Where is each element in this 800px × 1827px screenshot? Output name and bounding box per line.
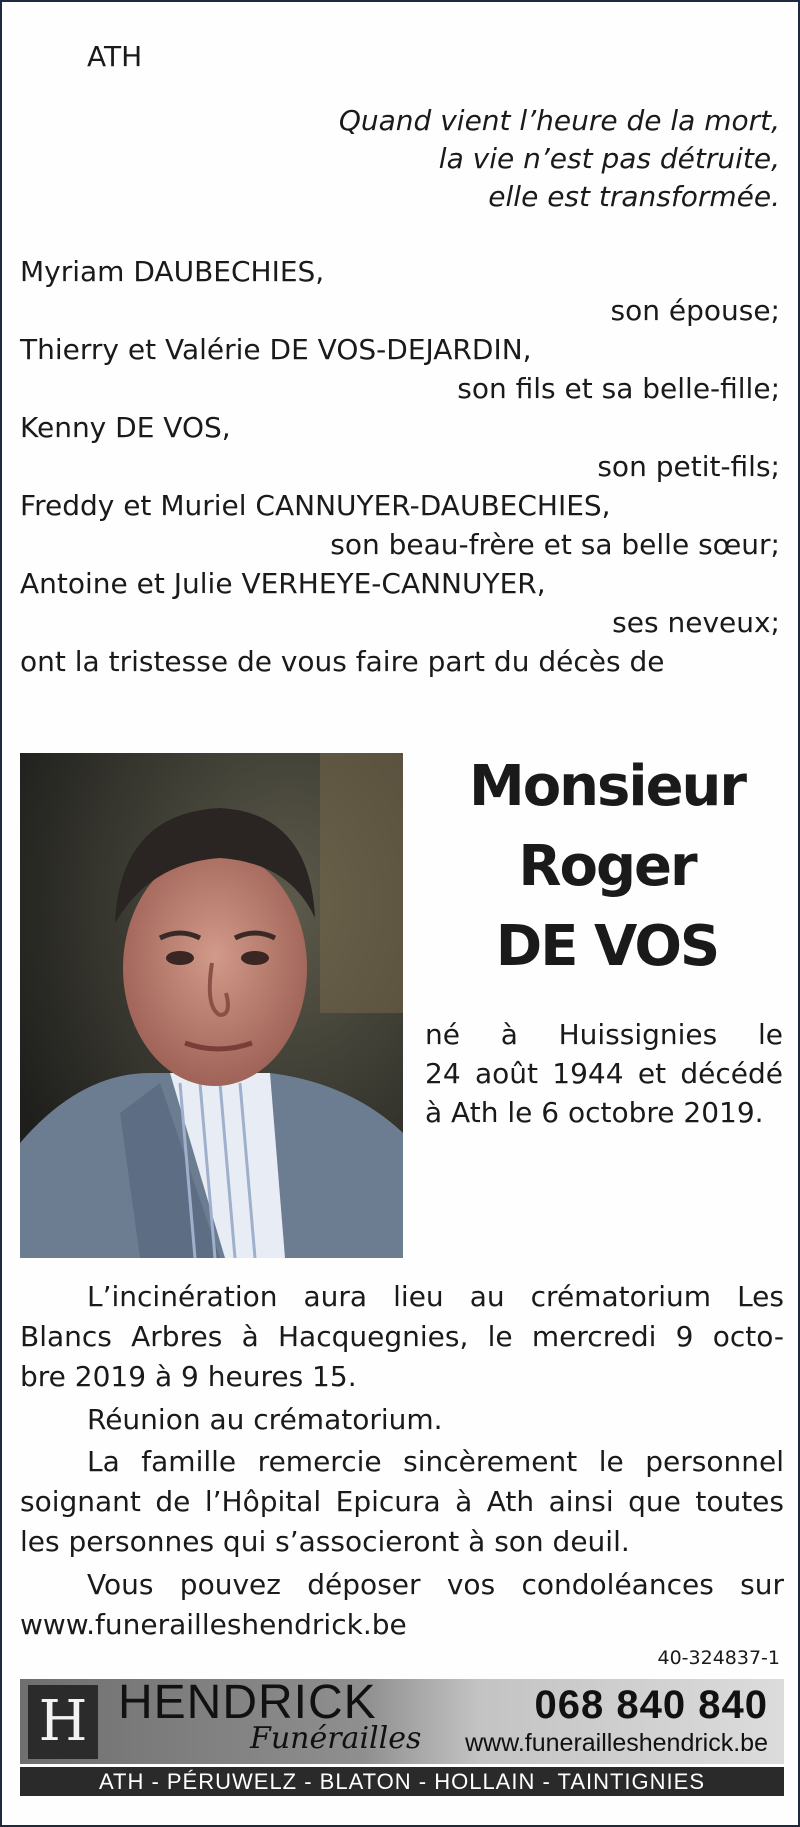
cremation-paragraph [20,1277,784,1397]
portrait-photo [20,753,403,1258]
quote-line: Quand vient l’heure de la mort, [338,104,780,137]
paragraph-line: Réunion au crématorium. [87,1403,443,1436]
brand-subtitle: Funérailles [250,1721,422,1756]
family-names: Antoine et Julie VERHEYE-CANNUYER, [20,567,546,600]
reunion-paragraph [20,1400,784,1440]
condolences-link[interactable]: www.funerailleshendrick.be [20,1608,407,1641]
family-relation: son épouse; [610,294,780,327]
hendrick-logo: H [28,1685,98,1759]
paragraph-line: Blancs Arbres à Hacquegnies, le mercredi 9 octo- [20,1320,784,1353]
family-names: Myriam DAUBECHIES, [20,255,325,288]
banner-background [20,1676,784,1764]
phone-number[interactable]: 068 840 840 [534,1683,768,1727]
birth-death-info [425,1015,783,1132]
family-relation: son petit-fils; [597,450,780,483]
family-relation: ses neveux; [612,606,780,639]
thanks-paragraph [20,1442,784,1562]
paragraph-line: Vous pouvez déposer vos condoléances sur [87,1568,784,1601]
paragraph-line: La famille remercie sincèrement le personnel [87,1445,784,1478]
funeral-home-banner [20,1676,784,1796]
deceased-last-name: DE VOS [495,914,719,979]
paragraph-line: L’incinération aura lieu au crématorium Les [87,1280,784,1313]
website-link[interactable]: www.funerailleshendrick.be [465,1729,768,1757]
quote [339,102,780,216]
paragraph-line: bre 2019 à 9 heures 15. [20,1360,357,1393]
city-heading: ATH [87,40,143,73]
quote-line: la vie n’est pas détruite, [438,142,780,175]
condolences-paragraph [20,1565,784,1645]
paragraph-line: les personnes qui s’associeront à son deuil. [20,1525,630,1558]
towns-bar: ATH - PÉRUWELZ - BLATON - HOLLAIN - TAINTIGNIES [20,1767,784,1796]
deceased-first-name: Roger [518,834,696,899]
family-names: Thierry et Valérie DE VOS-DEJARDIN, [20,333,532,366]
birth-line: à Ath le 6 octobre 2019. [425,1096,764,1129]
family-names: Kenny DE VOS, [20,411,231,444]
family-relation: son fils et sa belle-fille; [457,372,780,405]
family-relation: son beau-frère et sa belle sœur; [330,528,780,561]
paragraph-line: soignant de l’Hôpital Epicura à Ath ainsi que toutes [20,1485,784,1518]
birth-line: né à Huissignies le [425,1018,783,1051]
brand-name: HENDRICK [118,1676,377,1729]
family-names: Freddy et Muriel CANNUYER-DAUBECHIES, [20,489,611,522]
birth-line: 24 août 1944 et décédé [425,1057,783,1090]
announcement-text: ont la tristesse de vous faire part du décès de [20,645,665,678]
deceased-title: Monsieur [468,754,746,819]
reference-number: 40-324837-1 [657,1647,780,1669]
family-list [20,252,780,681]
quote-line: elle est transformée. [488,180,780,213]
